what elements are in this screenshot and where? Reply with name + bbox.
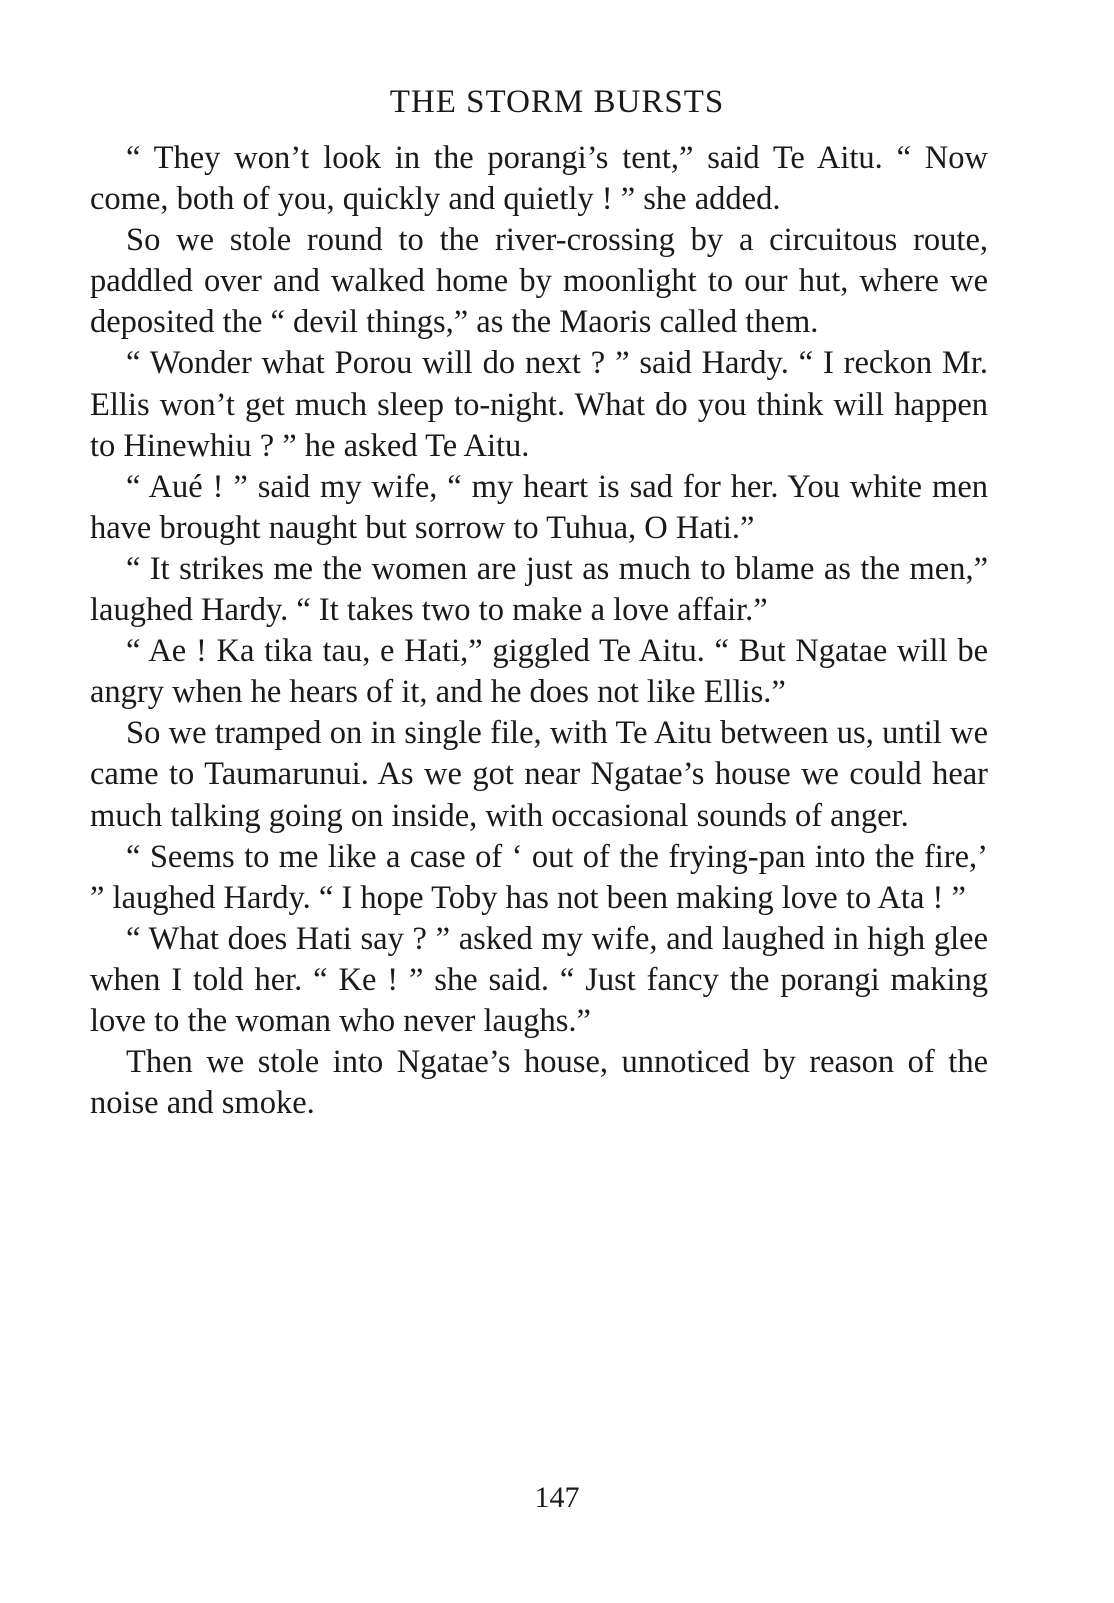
paragraph: “ It strikes me the women are just as much to blame as the men,” laughed Hardy. “ It takes two to make a love affair.”: [90, 550, 988, 629]
paragraph: So we tramped on in single file, with Te Aitu between us, until we came to Taumarunui. As we got near Ngatae’s house we could hear much talking going on inside, with occasional sounds of anger.: [90, 715, 988, 834]
running-head: THE STORM BURSTS: [389, 84, 725, 120]
body-text: [90, 138, 988, 1124]
paragraph: “ What does Hati say ? ” asked my wife, and laughed in high glee when I told her. “ Ke ! ” she said. “ Just fancy the porangi making love to the woman who never laughs.”: [90, 920, 988, 1039]
paragraph: “ Wonder what Porou will do next ? ” said Hardy. “ I reckon Mr. Ellis won’t get much sleep to-night. What do you think will happen to Hinewhiu ? ” he asked Te Aitu.: [90, 345, 988, 464]
paragraph: “ Ae ! Ka tika tau, e Hati,” giggled Te Aitu. “ But Ngatae will be angry when he hears of it, and he does not like Ellis.”: [90, 633, 988, 711]
paragraph: “ Seems to me like a case of ‘ out of the frying-pan into the fire,’ ” laughed Hardy. “ I hope Toby has not been making love to Ata ! ”: [90, 838, 988, 916]
page-number: 147: [534, 1481, 580, 1514]
paragraph: “ Aué ! ” said my wife, “ my heart is sad for her. You white men have brought naught but sorrow to Tuhua, O Hati.”: [90, 468, 988, 546]
paragraph: So we stole round to the river-crossing by a circuitous route, paddled over and walked home by moonlight to our hut, where we deposited the “ devil things,” as the Maoris called them.: [90, 222, 988, 341]
paragraph: Then we stole into Ngatae’s house, unnoticed by reason of the noise and smoke.: [90, 1044, 988, 1122]
paragraph: “ They won’t look in the porangi’s tent,” said Te Aitu. “ Now come, both of you, quickly and quietly ! ” she added.: [90, 140, 988, 218]
